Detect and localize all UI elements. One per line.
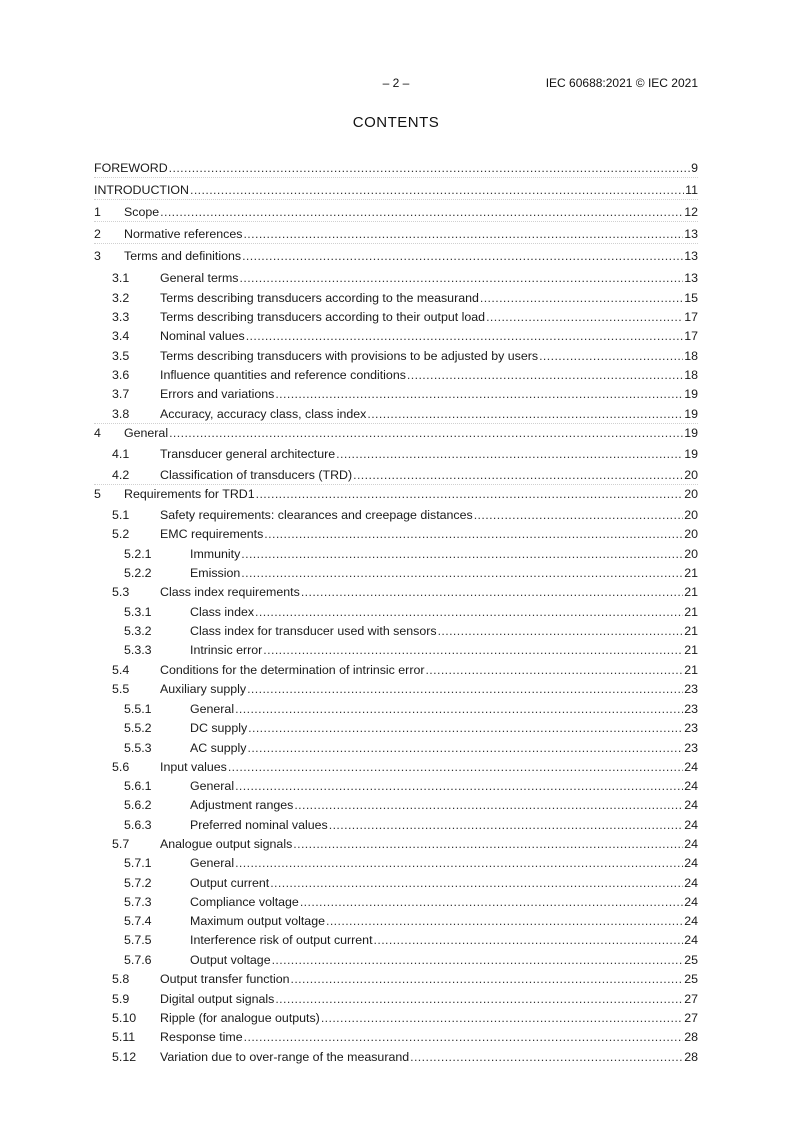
toc-dot-leader: [275, 386, 683, 402]
toc-entry[interactable]: [94, 582, 698, 600]
toc-entry[interactable]: [94, 738, 698, 756]
toc-entry-number: 5.6: [112, 760, 130, 774]
toc-entry-page: 15: [684, 291, 698, 305]
toc-entry[interactable]: [94, 699, 698, 717]
toc-entry-number: 5.6.1: [124, 779, 152, 793]
toc-entry[interactable]: [94, 288, 698, 306]
toc-dot-leader: [248, 720, 683, 736]
toc-dot-leader: [255, 604, 683, 620]
toc-entry-title: Digital output signals: [160, 992, 275, 1006]
toc-entry[interactable]: [94, 795, 698, 813]
toc-entry-page: 21: [684, 605, 698, 619]
toc-entry-title: Variation due to over-range of the measurand: [160, 1050, 410, 1064]
toc-entry-title: Output voltage: [190, 953, 271, 967]
toc-entry-number: 3.8: [112, 407, 130, 421]
toc-entry[interactable]: [94, 524, 698, 542]
toc-entry-number: 3.1: [112, 271, 130, 285]
toc-entry-title: Response time: [160, 1030, 243, 1044]
toc-entry-page: 13: [684, 271, 698, 285]
toc-entry[interactable]: [94, 834, 698, 852]
toc-dot-leader: [425, 662, 683, 678]
toc-dot-leader: [374, 932, 684, 948]
toc-entry[interactable]: [94, 180, 698, 198]
toc-separator: [94, 199, 698, 200]
toc-entry-page: 23: [684, 682, 698, 696]
toc-entry-page: 24: [684, 856, 698, 870]
toc-entry-number: 5.7.1: [124, 856, 152, 870]
toc-entry[interactable]: [94, 158, 698, 176]
toc-entry-number: 5.1: [112, 508, 130, 522]
toc-entry-title: Auxiliary supply: [160, 682, 247, 696]
toc-entry-title: Class index: [190, 605, 255, 619]
toc-entry-number: 3.7: [112, 387, 130, 401]
toc-entry-page: 20: [684, 468, 698, 482]
toc-entry-page: 17: [684, 329, 698, 343]
toc-entry-title: Nominal values: [160, 329, 245, 343]
toc-dot-leader: [474, 507, 684, 523]
toc-entry-title: Class index for transducer used with sensors: [190, 624, 437, 638]
toc-entry[interactable]: [94, 640, 698, 658]
toc-entry-number: 3.2: [112, 291, 130, 305]
toc-entry-number: 5.8: [112, 972, 130, 986]
toc-entry-number: 5.5.2: [124, 721, 152, 735]
toc-entry[interactable]: [94, 930, 698, 948]
toc-entry[interactable]: [94, 911, 698, 929]
toc-dot-leader: [326, 913, 683, 929]
toc-dot-leader: [367, 406, 683, 422]
toc-dot-leader: [241, 565, 683, 581]
toc-entry-page: 24: [684, 779, 698, 793]
toc-dot-leader: [160, 204, 683, 220]
toc-entry-number: 5.2.2: [124, 566, 152, 580]
toc-dot-leader: [301, 584, 683, 600]
toc-entry-number: 5.4: [112, 663, 130, 677]
toc-dot-leader: [486, 309, 683, 325]
toc-entry-number: 5.3.1: [124, 605, 152, 619]
toc-entry-page: 24: [684, 837, 698, 851]
toc-dot-leader: [235, 855, 683, 871]
toc-entry-page: 24: [684, 760, 698, 774]
toc-entry-number: 5.5.1: [124, 702, 152, 716]
toc-entry-title: Accuracy, accuracy class, class index: [160, 407, 367, 421]
toc-entry[interactable]: [94, 423, 698, 441]
toc-entry-page: 21: [684, 624, 698, 638]
toc-entry-title: Terms describing transducers with provisions to be adjusted by users: [160, 349, 539, 363]
toc-entry-page: 24: [684, 933, 698, 947]
toc-entry[interactable]: [94, 776, 698, 794]
toc-entry-title: Input values: [160, 760, 227, 774]
toc-dot-leader: [410, 1049, 683, 1065]
toc-entry-title: Normative references: [124, 227, 243, 241]
toc-entry[interactable]: [94, 384, 698, 402]
toc-dot-leader: [244, 1029, 684, 1045]
toc-separator: [94, 177, 698, 178]
toc-entry-page: 25: [684, 972, 698, 986]
toc-entry-number: 5.7.3: [124, 895, 152, 909]
toc-dot-leader: [480, 290, 683, 306]
toc-entry-title: General: [190, 779, 235, 793]
toc-dot-leader: [190, 182, 684, 198]
toc-entry-number: 5.7.5: [124, 933, 152, 947]
toc-entry-page: 24: [684, 895, 698, 909]
toc-dot-leader: [407, 367, 683, 383]
toc-entry-title: Compliance voltage: [190, 895, 299, 909]
toc-entry[interactable]: [94, 346, 698, 364]
toc-entry-page: 28: [684, 1030, 698, 1044]
toc-dot-leader: [242, 248, 683, 264]
toc-entry-title: Class index requirements: [160, 585, 300, 599]
toc-entry-number: 5.5: [112, 682, 130, 696]
toc-entry-title: Emission: [190, 566, 241, 580]
toc-dot-leader: [247, 740, 683, 756]
toc-dot-leader: [169, 160, 690, 176]
toc-entry-title: Transducer general architecture: [160, 447, 336, 461]
toc-dot-leader: [275, 991, 683, 1007]
toc-entry-title: Ripple (for analogue outputs): [160, 1011, 320, 1025]
toc-entry-number: 4: [94, 426, 101, 440]
toc-entry-number: 3: [94, 249, 101, 263]
toc-entry-title: Safety requirements: clearances and creepage distances: [160, 508, 473, 522]
toc-entry[interactable]: [94, 718, 698, 736]
toc-entry[interactable]: [94, 465, 698, 483]
toc-entry-number: 4.2: [112, 468, 130, 482]
toc-entry-title: Errors and variations: [160, 387, 275, 401]
toc-entry-number: 1: [94, 205, 101, 219]
toc-entry[interactable]: [94, 404, 698, 422]
toc-entry[interactable]: [94, 950, 698, 968]
toc-entry[interactable]: [94, 815, 698, 833]
toc-entry-number: 5.3.2: [124, 624, 152, 638]
toc-dot-leader: [241, 546, 683, 562]
toc-entry-number: 4.1: [112, 447, 130, 461]
toc-dot-leader: [300, 894, 683, 910]
toc-entry-title: DC supply: [190, 721, 248, 735]
toc-dot-leader: [353, 467, 683, 483]
toc-entry-page: 20: [684, 527, 698, 541]
toc-entry[interactable]: [94, 224, 698, 242]
toc-entry-number: 5.7.4: [124, 914, 152, 928]
toc-entry-number: 5.10: [112, 1011, 137, 1025]
toc-entry[interactable]: [94, 505, 698, 523]
toc-entry-title: Intrinsic error: [190, 643, 263, 657]
toc-dot-leader: [293, 836, 683, 852]
toc-entry-number: 2: [94, 227, 101, 241]
toc-entry-page: 27: [684, 992, 698, 1006]
toc-dot-leader: [243, 226, 683, 242]
toc-entry-page: 19: [684, 447, 698, 461]
toc-entry[interactable]: [94, 202, 698, 220]
toc-entry[interactable]: [94, 1047, 698, 1065]
toc-entry-page: 25: [684, 953, 698, 967]
toc-dot-leader: [321, 1010, 683, 1026]
toc-entry-page: 11: [685, 183, 698, 197]
toc-entry-title: General: [124, 426, 169, 440]
toc-entry-title: Maximum output voltage: [190, 914, 325, 928]
toc-entry-page: 19: [684, 426, 698, 440]
toc-entry-page: 9: [691, 161, 698, 175]
toc-dot-leader: [246, 328, 683, 344]
toc-entry-title: General: [190, 702, 235, 716]
toc-entry-title: General: [190, 856, 235, 870]
toc-entry-number: 5.6.3: [124, 818, 152, 832]
toc-entry-title: INTRODUCTION: [94, 183, 189, 197]
toc-entry-number: 3.6: [112, 368, 130, 382]
toc-entry-number: 5.12: [112, 1050, 137, 1064]
toc-entry-page: 20: [684, 487, 698, 501]
toc-dot-leader: [235, 778, 683, 794]
toc-entry-number: 5.6.2: [124, 798, 152, 812]
toc-entry-title: General terms: [160, 271, 239, 285]
toc-entry-title: EMC requirements: [160, 527, 264, 541]
toc-entry[interactable]: [94, 365, 698, 383]
toc-entry[interactable]: [94, 563, 698, 581]
toc-entry-title: Conditions for the determination of intrinsic error: [160, 663, 425, 677]
toc-entry-title: Adjustment ranges: [190, 798, 294, 812]
toc-entry-page: 13: [684, 249, 698, 263]
toc-entry-page: 18: [684, 349, 698, 363]
toc-entry[interactable]: [94, 873, 698, 891]
toc-entry-page: 27: [684, 1011, 698, 1025]
toc-entry[interactable]: [94, 621, 698, 639]
toc-dot-leader: [235, 701, 683, 717]
toc-entry-title: Immunity: [190, 547, 241, 561]
toc-entry-page: 21: [684, 643, 698, 657]
toc-entry-title: Output current: [190, 876, 270, 890]
page-header: [94, 76, 698, 92]
toc-separator: [94, 221, 698, 222]
toc-entry-number: 3.5: [112, 349, 130, 363]
toc-entry-number: 5.5.3: [124, 741, 152, 755]
toc-entry[interactable]: [94, 853, 698, 871]
toc-entry-page: 24: [684, 818, 698, 832]
toc-dot-leader: [256, 486, 684, 502]
toc-entry[interactable]: [94, 326, 698, 344]
toc-entry[interactable]: [94, 268, 698, 286]
toc-entry-page: 21: [684, 566, 698, 580]
toc-dot-leader: [336, 446, 683, 462]
toc-separator: [94, 243, 698, 244]
toc-entry[interactable]: [94, 757, 698, 775]
toc-entry-title: Preferred nominal values: [190, 818, 328, 832]
toc-dot-leader: [264, 526, 683, 542]
toc-entry-page: 13: [684, 227, 698, 241]
toc-entry-page: 24: [684, 798, 698, 812]
toc-entry[interactable]: [94, 307, 698, 325]
toc-dot-leader: [270, 875, 683, 891]
toc-dot-leader: [294, 797, 683, 813]
toc-entry-page: 21: [684, 663, 698, 677]
toc-entry-title: Terms and definitions: [124, 249, 242, 263]
toc-entry-page: 23: [684, 741, 698, 755]
toc-entry-page: 20: [684, 508, 698, 522]
toc-entry-page: 28: [684, 1050, 698, 1064]
toc-dot-leader: [329, 817, 683, 833]
contents-title: CONTENTS: [352, 114, 440, 131]
toc-entry[interactable]: [94, 246, 698, 264]
toc-dot-leader: [263, 642, 683, 658]
toc-entry-number: 5: [94, 487, 101, 501]
page-number: – 2 –: [382, 76, 410, 90]
toc-dot-leader: [291, 971, 684, 987]
toc-dot-leader: [240, 270, 684, 286]
toc-entry-title: AC supply: [190, 741, 247, 755]
toc-dot-leader: [272, 952, 684, 968]
toc-dot-leader: [539, 348, 683, 364]
toc-entry-page: 17: [684, 310, 698, 324]
toc-entry-page: 12: [684, 205, 698, 219]
toc-entry-page: 20: [684, 547, 698, 561]
toc-entry[interactable]: [94, 602, 698, 620]
toc-entry-page: 19: [684, 407, 698, 421]
toc-entry-page: 18: [684, 368, 698, 382]
toc-entry-page: 23: [684, 702, 698, 716]
toc-entry-number: 5.3.3: [124, 643, 152, 657]
toc-entry-number: 5.7.2: [124, 876, 152, 890]
toc-entry[interactable]: [94, 444, 698, 462]
toc-entry-page: 23: [684, 721, 698, 735]
toc-entry-number: 5.3: [112, 585, 130, 599]
toc-entry[interactable]: [94, 544, 698, 562]
toc-entry-title: Classification of transducers (TRD): [160, 468, 353, 482]
toc-entry[interactable]: [94, 1027, 698, 1045]
toc-entry-number: 5.9: [112, 992, 130, 1006]
toc-entry[interactable]: [94, 679, 698, 697]
toc-entry-number: 5.7.6: [124, 953, 152, 967]
toc-entry-title: Analogue output signals: [160, 837, 293, 851]
toc-entry-title: Terms describing transducers according to the measurand: [160, 291, 479, 305]
toc-dot-leader: [438, 623, 684, 639]
toc-entry-title: Output transfer function: [160, 972, 290, 986]
toc-separator: [94, 484, 698, 485]
toc-dot-leader: [228, 759, 683, 775]
toc-entry-title: FOREWORD: [94, 161, 168, 175]
toc-entry[interactable]: [94, 660, 698, 678]
toc-entry-title: Scope: [124, 205, 160, 219]
toc-entry-number: 5.11: [112, 1030, 136, 1044]
toc-entry[interactable]: [94, 484, 698, 502]
toc-entry-title: Influence quantities and reference conditions: [160, 368, 406, 382]
toc-entry-number: 3.4: [112, 329, 130, 343]
toc-entry-number: 5.2: [112, 527, 130, 541]
toc-entry-number: 5.7: [112, 837, 130, 851]
toc-entry-page: 24: [684, 914, 698, 928]
document-identifier: IEC 60688:2021 © IEC 2021: [545, 76, 698, 90]
toc-entry-title: Interference risk of output current: [190, 933, 373, 947]
toc-entry-page: 24: [684, 876, 698, 890]
toc-entry-page: 21: [684, 585, 698, 599]
toc-entry[interactable]: [94, 969, 698, 987]
toc-entry[interactable]: [94, 892, 698, 910]
toc-entry[interactable]: [94, 989, 698, 1007]
toc-entry[interactable]: [94, 1008, 698, 1026]
toc-dot-leader: [169, 425, 683, 441]
toc-separator: [94, 423, 698, 424]
toc-entry-number: 3.3: [112, 310, 130, 324]
toc-entry-title: Requirements for TRD1: [124, 487, 255, 501]
toc-entry-number: 5.2.1: [124, 547, 152, 561]
toc-entry-page: 19: [684, 387, 698, 401]
toc-dot-leader: [247, 681, 683, 697]
toc-entry-title: Terms describing transducers according to their output load: [160, 310, 486, 324]
